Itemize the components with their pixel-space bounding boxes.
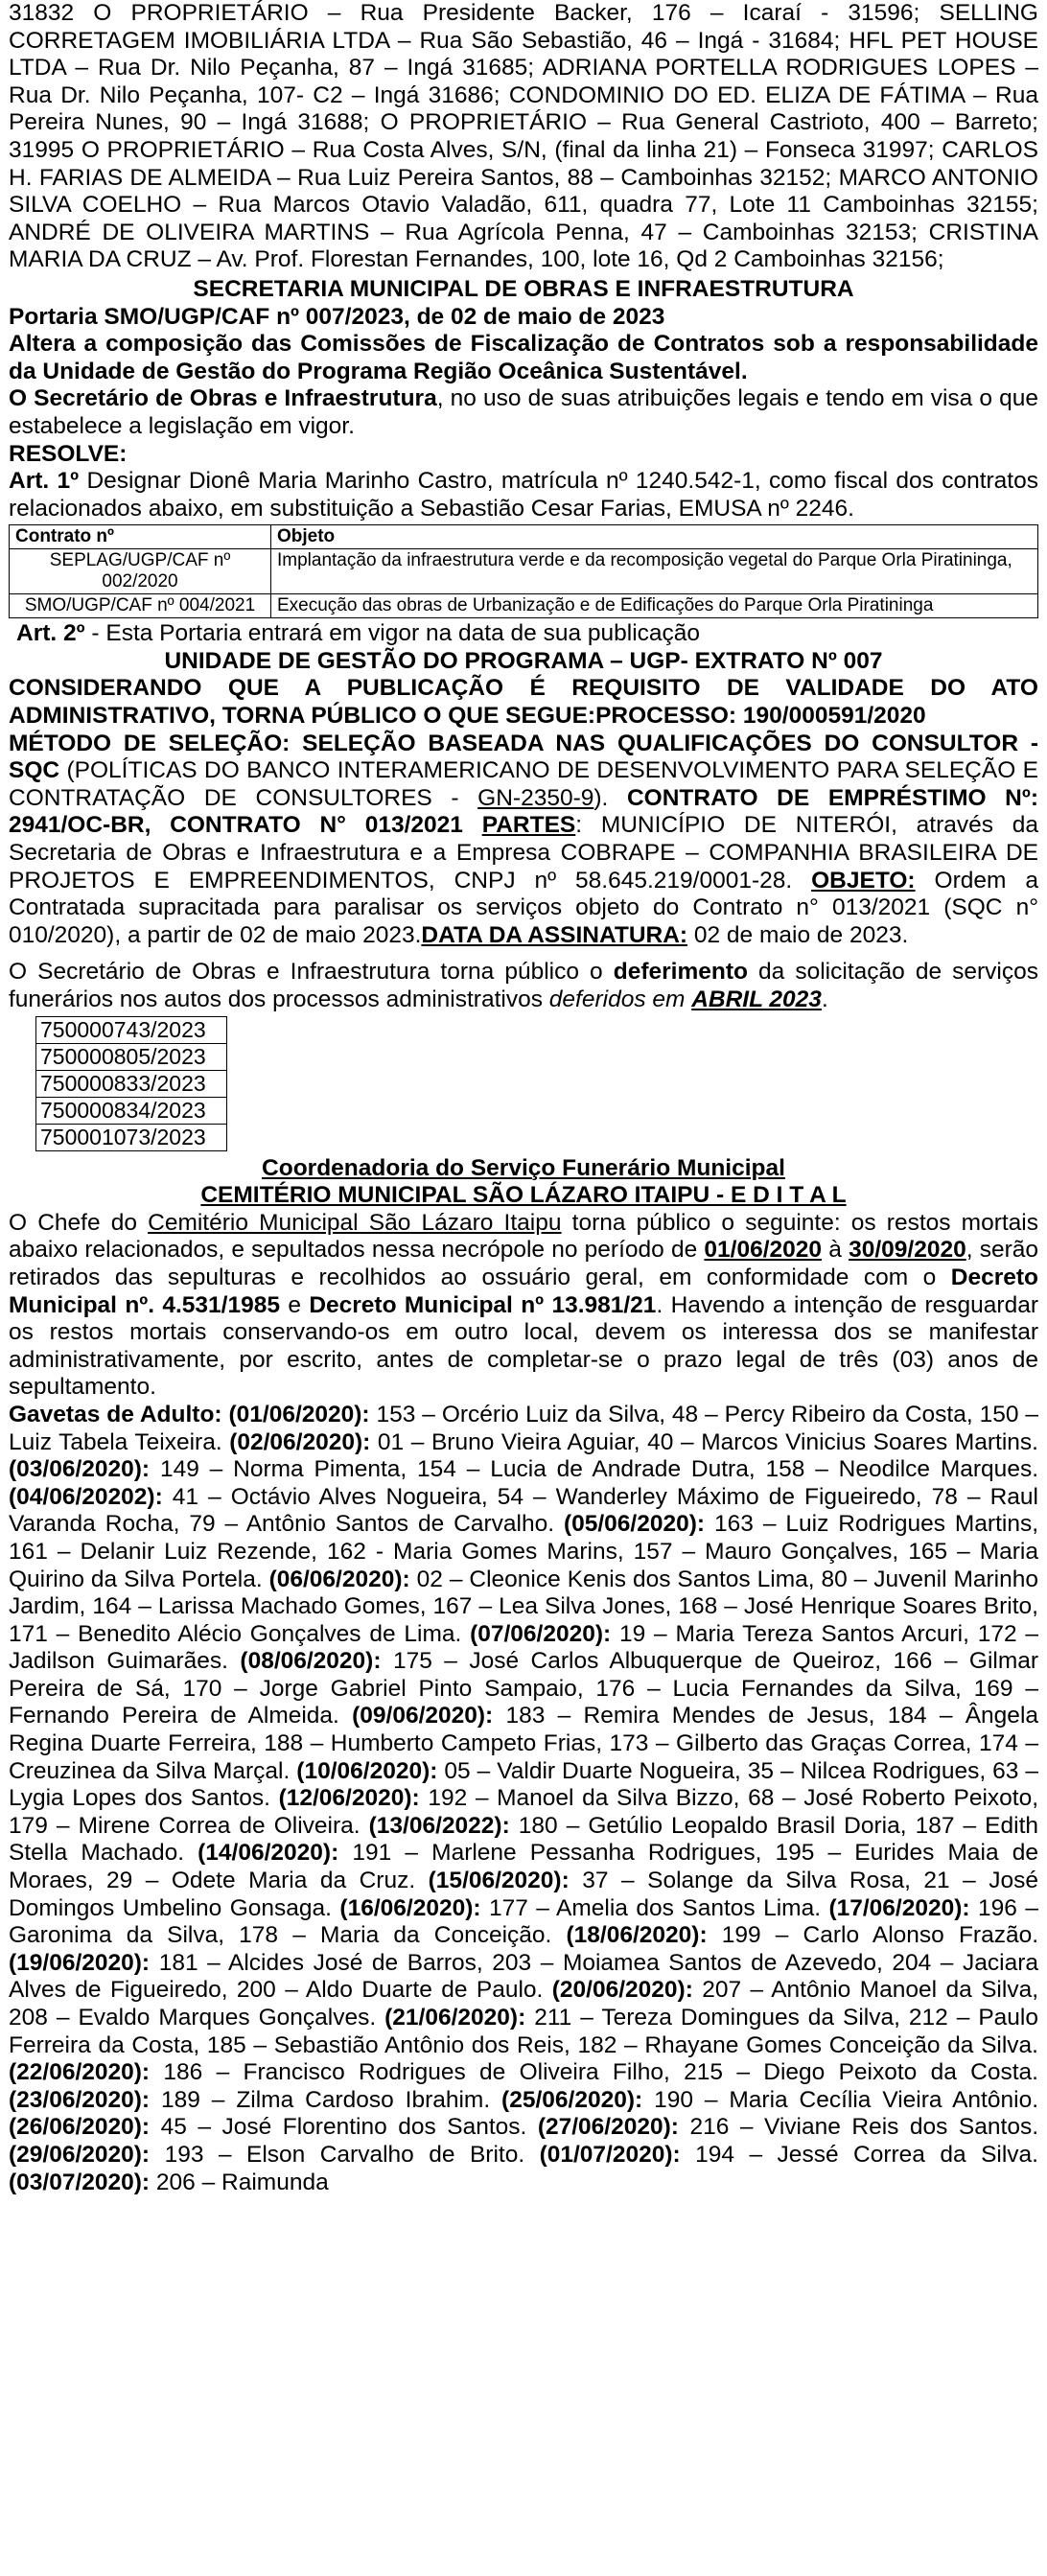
table-header-contrato: Contrato nº	[10, 525, 271, 549]
entry-text: 196 – Garonima da Silva, 178 – Maria da Conceição.	[9, 1894, 1038, 1949]
entry-date: (14/06/2020):	[184, 1840, 339, 1867]
entry-text: 175 – José Carlos Albuquerque de Queiroz, 166 – Gilmar Pereira de Sá, 170 – Jorge Gabriel Pinto Sampaio, 176 – Lucia Fernandes da Silva, 169 – Fernando Pereira de Almeida.	[9, 1648, 1039, 1729]
entry-date: (20/06/2020):	[543, 1977, 693, 2004]
entry-text: 19 – Maria Tereza Santos Arcuri, 172 – Jadilson Guimarães.	[9, 1620, 1039, 1675]
extrato-considerando: CONSIDERANDO QUE A PUBLICAÇÃO É REQUISITO DE VALIDADE DO ATO ADMINISTRATIVO, TORNA PÚBLICO O QUE SEGUE:PROCESSO: 190/000591/2020	[9, 675, 1038, 730]
entry-date: (07/06/2020):	[461, 1620, 612, 1647]
deferimento-paragraph: O Secretário de Obras e Infraestrutura torna público o deferimento da solicitação de serviços funerários nos autos dos processos administrativos deferidos em ABRIL 2023.	[9, 959, 1038, 1012]
table-row	[36, 1124, 227, 1150]
entry-date: (26/06/2020):	[9, 2114, 151, 2141]
entry-date: (19/06/2020):	[9, 1949, 151, 1976]
entry-text: 41 – Octávio Alves Nogueira, 54 – Wanderley Máximo de Figueiredo, 78 – Raul Varanda Rocha, 79 – Antônio Santos de Carvalho.	[9, 1483, 1038, 1538]
top-paragraph: 31832 O PROPRIETÁRIO – Rua Presidente Backer, 176 – Icaraí - 31596; SELLING CORRETAGEM IMOBILIÁRIA LTDA – Rua São Sebastião, 46 – Ingá - 31684; HFL PET HOUSE LTDA – Rua Dr. Nilo Peçanha, 87 – Ingá 31685; ADRIANA PORTELLA RODRIGUES LOPES – Rua Dr. Nilo Peçanha, 107- C2 – Ingá 31686; CONDOMINIO DO ED. ELIZA DE FÁTIMA – Rua Pereira Nunes, 90 – Ingá 31688; O PROPRIETÁRIO – Rua General Castrioto, 400 – Barreto; 31995 O PROPRIETÁRIO – Rua Costa Alves, S/N, (final da linha 21) – Fonseca 31997; CARLOS H. FARIAS DE ALMEIDA – Rua Luiz Pereira Santos, 88 – Camboinhas 32152; MARCO ANTONIO SILVA COELHO – Rua Marcos Otavio Valadão, 611, quadra 77, Lote 11 Camboinhas 32155; ANDRÉ DE OLIVEIRA MARTINS – Rua Agrícola Penna, 47 – Camboinhas 32153; CRISTINA MARIA DA CRUZ – Av. Prof. Florestan Fernandes, 100, lote 16, Qd 2 Camboinhas 32156;	[9, 0, 1038, 273]
entry-text: 191 – Marlene Pessanha Rodrigues, 195 – Eurides Maia de Moraes, 29 – Odete Maria da Cruz.	[9, 1840, 1038, 1894]
processo-cell: 750000834/2023	[36, 1097, 227, 1124]
entry-date: (15/06/2020):	[415, 1868, 570, 1894]
objeto-cell: Execução das obras de Urbanização e de Edificações do Parque Orla Piratininga	[271, 594, 1038, 618]
entry-date: (29/06/2020):	[9, 2141, 151, 2168]
entry-date: (06/06/2020):	[262, 1566, 410, 1592]
entry-text: 02 – Cleonice Kenis dos Santos Lima, 80 – Juvenil Marinho Jardim, 164 – Larissa Machado Gomes, 167 – Lea Silva Jones, 168 – José Henrique Soares Brito, 171 – Benedito Alécio Gonçalves de Lima.	[9, 1566, 1038, 1647]
table-header-objeto: Objeto	[271, 525, 1038, 549]
entry-date: (23/06/2020):	[9, 2086, 151, 2113]
entry-text: 183 – Remira Mendes de Jesus, 184 – Ângela Regina Duarte Ferreira, 188 – Humberto Campeto Frias, 173 – Gilberto das Graças Correa, 174 – Creuzinea da Silva Marçal.	[9, 1703, 1039, 1784]
entry-text: 190 – Maria Cecília Vieira Antônio.	[642, 2086, 1038, 2113]
entry-text: 01 – Bruno Vieira Aguiar, 40 – Marcos Vinicius Soares Martins.	[370, 1428, 1038, 1455]
entry-text: 37 – Solange da Silva Rosa, 21 – José Domingos Umbelino Gonsaga.	[9, 1868, 1038, 1921]
entry-date: (13/06/2022):	[360, 1812, 510, 1839]
portaria-ementa: Altera a composição das Comissões de Fiscalização de Contratos sob a responsabilidade da Unidade de Gestão do Programa Região Oceânica Sustentável.	[9, 331, 1038, 384]
processo-cell: 750000833/2023	[36, 1070, 227, 1097]
entry-date: (22/06/2020):	[9, 2059, 151, 2086]
entry-text: 181 – Alcides José de Barros, 203 – Moiamea Santos de Azevedo, 204 – Jaciara Alves de Figueiredo, 200 – Aldo Duarte de Paulo.	[9, 1949, 1038, 2004]
objeto-cell: Implantação da infraestrutura verde e da recomposição vegetal do Parque Orla Piratininga,	[271, 549, 1038, 594]
article-1: Art. 1º Designar Dionê Maria Marinho Castro, matrícula nº 1240.542-1, como fiscal dos contratos relacionados abaixo, em substituição a Sebastião Cesar Farias, EMUSA nº 2246.	[9, 468, 1038, 522]
entry-date: (05/06/2020):	[554, 1511, 706, 1538]
entry-date: (09/06/2020):	[338, 1703, 494, 1729]
entry-text: 192 – Manoel da Silva Bizzo, 68 – José Roberto Peixoto, 179 – Mirene Correa de Oliveira.	[9, 1785, 1039, 1839]
edital-paragraph: O Chefe do Cemitério Municipal São Lázaro Itaipu torna público o seguinte: os restos mortais abaixo relacionados, e sepultados nessa necrópole no período de 01/06/2020 à 30/09/2020, serão retirados das sepulturas e recolhidos ao ossuário geral, em conformidade com o Decreto Municipal nº. 4.531/1985 e Decreto Municipal nº 13.981/21. Havendo a intenção de resguardar os restos mortais conservando-os em outro local, devem os interessa dos se manifestar administrativamente, por escrito, antes de completar-se o prazo legal de três (03) anos de sepultamento.	[9, 1209, 1038, 1401]
processo-cell: 750001073/2023	[36, 1124, 227, 1150]
table-row	[36, 1016, 227, 1043]
processo-cell: 750000743/2023	[36, 1016, 227, 1043]
portaria-title: Portaria SMO/UGP/CAF nº 007/2023, de 02 de maio de 2023	[9, 303, 665, 330]
entry-text: 199 – Carlo Alonso Frazão.	[707, 1922, 1039, 1949]
entry-date: (25/06/2020):	[490, 2086, 643, 2113]
article-2: Art. 2º - Esta Portaria entrará em vigor na data de sua publicação	[16, 620, 701, 647]
entry-date: (04/06/20202):	[9, 1483, 163, 1510]
entry-date: (18/06/2020):	[551, 1922, 708, 1949]
entry-date: (21/06/2020):	[376, 2005, 526, 2031]
entry-text: 211 – Tereza Domingues da Silva, 212 – Paulo Ferreira da Costa, 185 – Sebastião Antônio dos Reis, 182 – Rhayane Gomes Conceição da Silva.	[9, 2005, 1038, 2058]
entry-text: 45 – José Florentino dos Santos.	[150, 2114, 527, 2141]
contrato-cell: SMO/UGP/CAF nº 004/2021	[10, 594, 271, 618]
extrato-body: MÉTODO DE SELEÇÃO: SELEÇÃO BASEADA NAS QUALIFICAÇÕES DO CONSULTOR - SQC (POLÍTICAS DO BANCO INTERAMERICANO DE DESENVOLVIMENTO PARA SELEÇÃO E CONTRATAÇÃO DE CONSULTORES - GN-2350-9). CONTRATO DE EMPRÉSTIMO Nº: 2941/OC-BR, CONTRATO N° 013/2021 PARTES: MUNICÍPIO DE NITERÓI, através da Secretaria de Obras e Infraestrutura e a Empresa COBRAPE – COMPANHIA BRASILEIRA DE PROJETOS E EMPREENDIMENTOS, CNPJ nº 58.645.219/0001-28. OBJETO: Ordem a Contratada supracitada para paralisar os serviços objeto do Contrato n° 013/2021 (SQC n° 010/2020), a partir de 02 de maio 2023.DATA DA ASSINATURA: 02 de maio de 2023.	[9, 730, 1038, 948]
entry-text: 207 – Antônio Manoel da Silva, 208 – Evaldo Marques Gonçalves.	[9, 1977, 1039, 2031]
processo-cell: 750000805/2023	[36, 1043, 227, 1070]
gavetas-list	[9, 1402, 1038, 2196]
entry-date: (12/06/2020):	[269, 1785, 420, 1812]
entry-text: 189 – Zilma Cardoso Ibrahim.	[150, 2086, 491, 2113]
gavetas-label: Gavetas de Adulto:	[9, 1401, 222, 1427]
table-row	[36, 1097, 227, 1124]
edital-heading-2: CEMITÉRIO MUNICIPAL SÃO LÁZARO ITAIPU - E D I T A L	[200, 1182, 847, 1209]
portaria-heading: SECRETARIA MUNICIPAL DE OBRAS E INFRAESTRUTURA	[193, 275, 854, 302]
entry-text: 193 – Elson Carvalho de Brito.	[150, 2141, 525, 2168]
entry-date: (27/06/2020):	[526, 2114, 679, 2141]
entry-text: 163 – Luiz Rodrigues Martins, 161 – Delanir Luiz Rezende, 162 - Maria Gomes Marins, 157 – Mauro Gonçalves, 165 – Maria Quirino da Silva Portela.	[9, 1511, 1039, 1592]
table-row	[36, 1070, 227, 1097]
entry-date: (01/06/2020):	[221, 1401, 370, 1427]
entry-text: 149 – Norma Pimenta, 154 – Lucia de Andrade Dutra, 158 – Neodilce Marques.	[150, 1456, 1038, 1483]
entry-date: (02/06/2020):	[221, 1428, 371, 1455]
entry-text: 216 – Viviane Reis dos Santos.	[678, 2114, 1039, 2141]
entry-date: (16/06/2020):	[331, 1894, 481, 1921]
entry-text: 180 – Getúlio Leopaldo Brasil Doria, 187 – Edith Stella Machado.	[9, 1812, 1039, 1867]
entry-date: (08/06/2020):	[227, 1648, 382, 1675]
extrato-heading: UNIDADE DE GESTÃO DO PROGRAMA – UGP- EXTRATO Nº 007	[164, 647, 883, 674]
table-row	[10, 594, 1038, 618]
entry-date: (03/06/2020):	[9, 1456, 151, 1483]
entry-text: 186 – Francisco Rodrigues de Oliveira Filho, 215 – Diego Peixoto da Costa.	[150, 2059, 1038, 2086]
entry-date: (03/07/2020):	[9, 2169, 151, 2195]
entry-text: 206 – Raimunda	[150, 2169, 329, 2195]
entry-date: (01/07/2020):	[524, 2141, 681, 2168]
entry-date: (10/06/2020):	[290, 1757, 438, 1784]
edital-heading-1: Coordenadoria do Serviço Funerário Municipal	[262, 1154, 785, 1181]
entry-text: 194 – Jessé Correa da Silva.	[680, 2141, 1038, 2168]
entry-date: (17/06/2020):	[821, 1894, 970, 1921]
contracts-table	[9, 524, 1038, 618]
processos-table	[35, 1016, 227, 1151]
entry-text: 05 – Valdir Duarte Nogueira, 35 – Nilcea Rodrigues, 63 – Lygia Lopes dos Santos.	[9, 1757, 1039, 1812]
table-row	[10, 549, 1038, 594]
entry-text: 153 – Orcério Luiz da Silva, 48 – Percy Ribeiro da Costa, 150 – Luiz Tabela Teixeira.	[9, 1401, 1039, 1455]
resolve-label: RESOLVE:	[9, 440, 128, 467]
portaria-intro: O Secretário de Obras e Infraestrutura, no uso de suas atribuições legais e tendo em visa o que estabelece a legislação em vigor.	[9, 385, 1039, 439]
table-row	[36, 1043, 227, 1070]
entry-text: 177 – Amelia dos Santos Lima.	[480, 1894, 821, 1921]
contrato-cell: SEPLAG/UGP/CAF nº 002/2020	[10, 549, 271, 594]
